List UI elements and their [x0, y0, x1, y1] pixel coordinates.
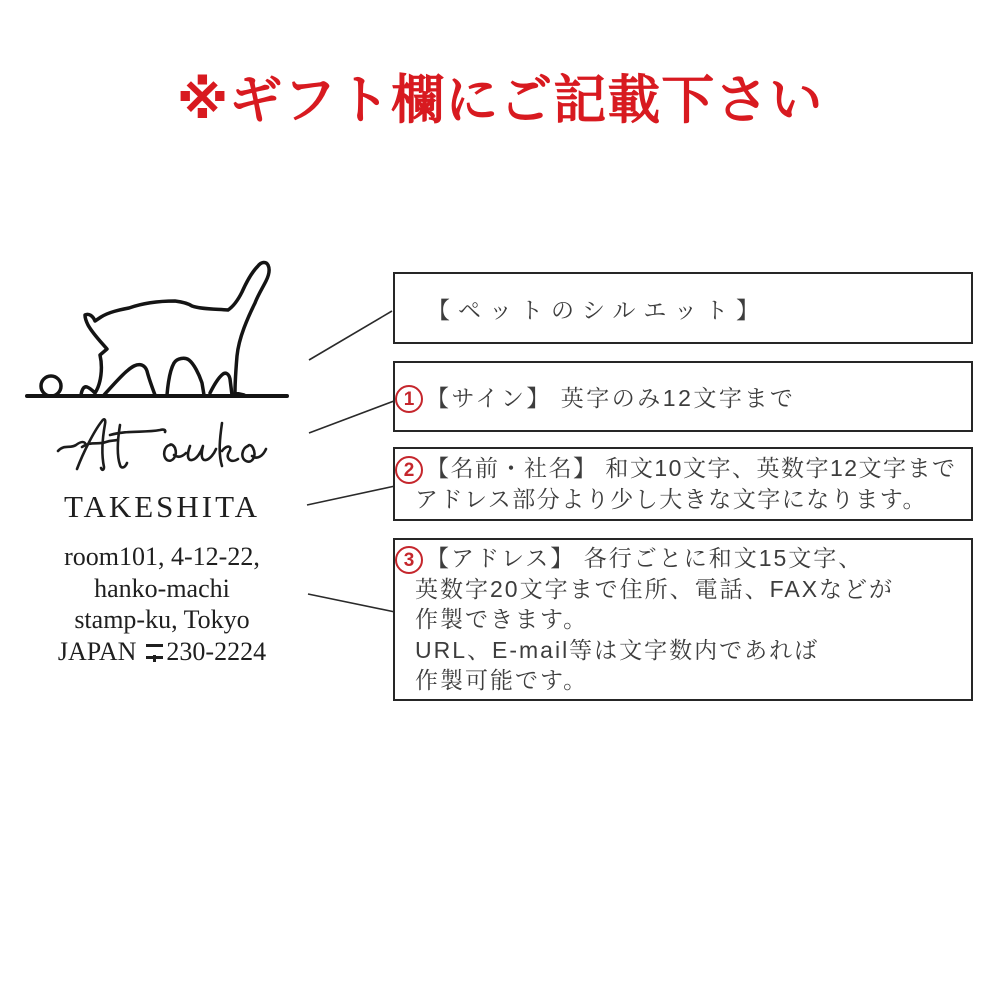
stamp-name: TAKESHITA: [64, 489, 260, 524]
callout-text-line-2: 英数字20文字まで住所、電話、FAXなどが: [415, 575, 895, 602]
signature-stroke-A: [58, 419, 117, 469]
ball-icon: [41, 376, 61, 396]
stamp-address: [30, 541, 294, 667]
callout-text: 【ペットのシルエット】: [427, 296, 767, 323]
gift-field-note: ※ギフト欄にご記載下さい: [176, 71, 824, 130]
leader-line-silhouette: [309, 311, 392, 360]
step-badge-2: 2: [395, 456, 423, 484]
callout-text-line-4: URL、E-mail等は文字数内であれば: [415, 636, 820, 663]
callout-sign: [393, 361, 973, 432]
callout-text-line-5: 作製可能です。: [415, 667, 589, 694]
cat-silhouette-illustration: [25, 256, 290, 401]
postal-code: 230-2224: [166, 636, 267, 666]
callout-name-company: [393, 447, 973, 521]
cat-rear-paw: [210, 373, 232, 395]
address-line-1: room101, 4-12-22,: [64, 542, 260, 571]
address-line-3: stamp-ku, Tokyo: [74, 605, 250, 634]
step-badge-3: 3: [395, 546, 423, 574]
cat-front-leg-arch: [104, 365, 155, 395]
callout-address: [393, 538, 973, 701]
leader-line-address: [308, 594, 395, 612]
callout-pet-silhouette: [393, 272, 973, 344]
cat-hind-leg-arch: [167, 358, 204, 395]
address-line-country: [30, 636, 294, 668]
callout-text-line-1: 【名前・社名】 和文10文字、英数字12文字まで: [426, 455, 957, 481]
postal-mark-icon: [146, 641, 163, 662]
step-badge-1: 1: [395, 385, 423, 413]
callout-text: 【サイン】 英字のみ12文字まで: [426, 385, 796, 411]
callout-text-line-2: アドレス部分より少し大きな文字になります。: [415, 486, 927, 512]
country-label: JAPAN: [57, 636, 137, 666]
cat-body-outline: [81, 262, 269, 395]
signature-stroke-ko: [220, 423, 266, 466]
signature-stroke-t: [110, 425, 165, 467]
leader-line-sign: [309, 401, 394, 433]
signature-stroke-ou: [164, 444, 216, 460]
callout-text-line-3: 作製できます。: [415, 606, 589, 633]
address-line-2: hanko-machi: [94, 573, 230, 603]
callout-text-line-1: 【アドレス】 各行ごとに和文15文字、: [426, 545, 864, 572]
signature-script: [56, 415, 270, 489]
leader-line-name: [307, 486, 395, 505]
